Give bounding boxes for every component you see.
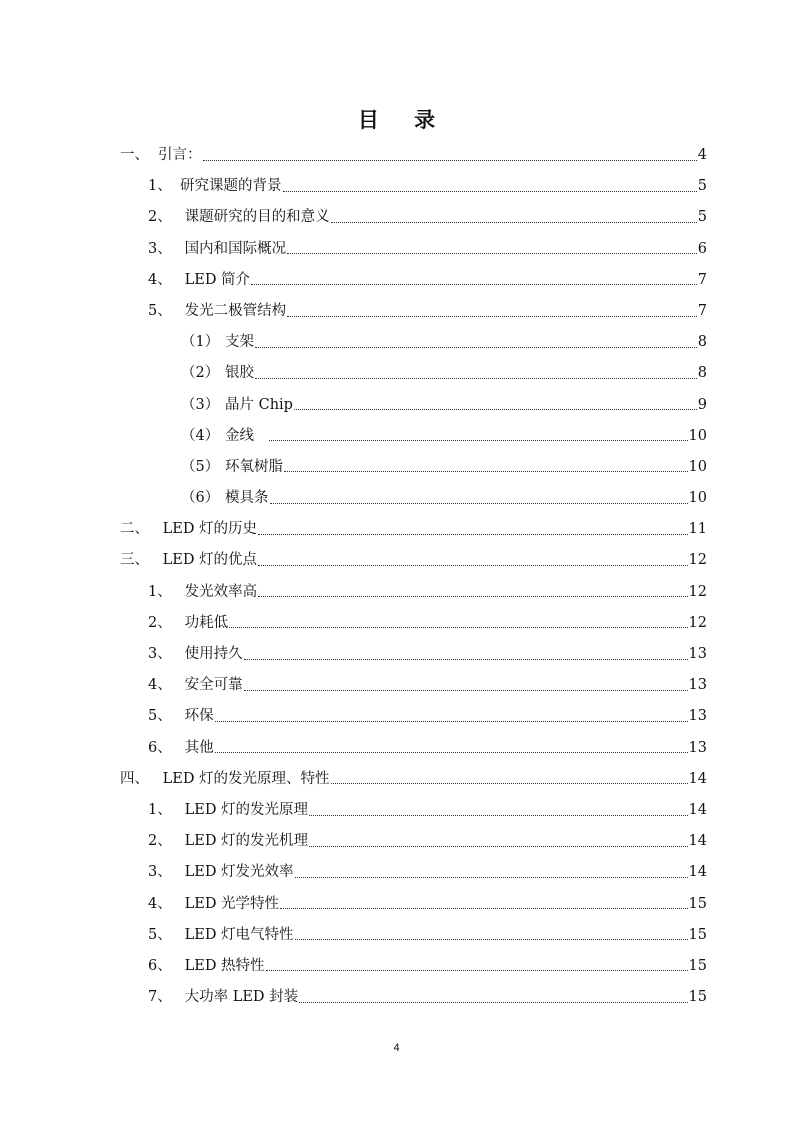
toc-entry[interactable] (0, 202, 793, 233)
toc-entry[interactable] (0, 795, 793, 826)
toc-entry-number: 1、 (148, 583, 172, 600)
toc-entry-title: 使用持久 (180, 646, 243, 662)
dot-leader (258, 533, 687, 535)
toc-entry-page: 13 (688, 708, 707, 725)
toc-entry[interactable] (0, 452, 793, 483)
toc-entry[interactable] (0, 265, 793, 296)
toc-entry-number: 2、 (148, 614, 172, 631)
toc-entry-title: LED 灯的历史 (158, 521, 258, 538)
dot-leader (266, 969, 688, 971)
toc-entry-number: 5、 (148, 302, 172, 319)
toc-entry-number: 2、 (148, 833, 172, 850)
toc-entry-title: 发光效率高 (180, 583, 258, 600)
toc-entry-number: （3） (181, 396, 220, 413)
toc-entry[interactable] (0, 514, 793, 545)
toc-entry[interactable] (0, 171, 793, 202)
toc-entry-number: 1、 (148, 801, 172, 818)
toc-entry-page: 12 (688, 583, 707, 600)
toc-entry[interactable] (0, 857, 793, 888)
toc-entry-page: 12 (688, 552, 707, 569)
toc-entry-page: 5 (697, 209, 707, 226)
toc-entry-number: 三、 (120, 552, 149, 569)
toc-entry-title: 晶片 Chip (225, 396, 293, 413)
toc-entry-title: 支架 (225, 334, 254, 351)
dot-leader (295, 876, 688, 878)
toc-entry-number: 6、 (148, 739, 172, 756)
dot-leader (331, 782, 688, 784)
toc-entry-title: LED 简介 (180, 271, 251, 288)
toc-entry-title: 银胶 (225, 365, 254, 382)
toc-entry-title: 课题研究的目的和意义 (180, 209, 330, 226)
toc-entry[interactable] (0, 670, 793, 701)
toc-entry[interactable] (0, 608, 793, 639)
toc-entry-page: 15 (688, 895, 707, 912)
toc-entry[interactable] (0, 234, 793, 265)
dot-leader (331, 221, 697, 223)
toc-entry-number: （6） (181, 490, 220, 507)
dot-leader (255, 346, 697, 348)
toc-entry-title: 大功率 LED 封装 (180, 989, 299, 1006)
dot-leader (294, 408, 697, 410)
dot-leader (215, 720, 688, 722)
dot-leader (203, 159, 697, 161)
dot-leader (287, 315, 697, 317)
toc-entry-title: 模具条 (225, 490, 269, 507)
page-title: 目 录 (357, 108, 450, 132)
toc-entry[interactable] (0, 701, 793, 732)
toc-entry-title: 研究课题的背景 (180, 178, 282, 195)
dot-leader (244, 689, 688, 691)
toc-entry[interactable] (0, 733, 793, 764)
toc-entry-number: 4、 (148, 895, 172, 912)
toc-entry[interactable] (0, 764, 793, 795)
toc-entry-title: LED 灯的发光原理 (180, 801, 309, 818)
toc-entry[interactable] (0, 390, 793, 421)
toc-entry-number: （5） (181, 458, 220, 475)
toc-entry-number: 3、 (148, 864, 172, 881)
toc-entry-page: 15 (688, 957, 707, 974)
toc-entry-page: 7 (697, 302, 707, 319)
toc-entry-title: 环保 (180, 708, 214, 725)
toc-entry-title: LED 灯的发光机理 (180, 833, 309, 850)
dot-leader (280, 907, 687, 909)
toc-entry[interactable] (0, 577, 793, 608)
toc-entry[interactable] (0, 545, 793, 576)
toc-entry-page: 13 (688, 646, 707, 662)
toc-entry-number: 1、 (148, 178, 172, 195)
dot-leader (295, 938, 688, 940)
dot-leader (309, 814, 687, 816)
toc-entry-number: 5、 (148, 926, 172, 943)
toc-entry-number: 四、 (120, 770, 149, 787)
toc-entry-page: 15 (688, 989, 707, 1006)
toc-entry-page: 13 (688, 739, 707, 756)
dot-leader (255, 377, 697, 379)
toc-entry-page: 9 (697, 396, 707, 413)
toc-entry-number: 2、 (148, 209, 172, 226)
toc-entry[interactable] (0, 982, 793, 1013)
toc-entry-title: 引言： (158, 147, 202, 163)
toc-entry-number: （1） (181, 334, 220, 351)
toc-entry-title: LED 灯的优点 (158, 552, 258, 569)
dot-leader (269, 439, 688, 441)
toc-entry-page: 14 (688, 864, 707, 881)
dot-leader (270, 502, 688, 504)
footer-page-number: 4 (393, 1042, 400, 1054)
toc-entry-page: 10 (688, 490, 707, 507)
toc-entry-title: 环氧树脂 (225, 458, 283, 475)
toc-entry[interactable] (0, 951, 793, 982)
toc-entry-number: 5、 (148, 708, 172, 725)
toc-entry-page: 14 (688, 770, 707, 787)
dot-leader (299, 1001, 687, 1003)
dot-leader (283, 190, 697, 192)
toc-entry[interactable] (0, 920, 793, 951)
toc-entry-page: 11 (688, 521, 707, 538)
toc-entry-number: 7、 (148, 989, 172, 1006)
toc-entry-number: 一、 (120, 147, 149, 163)
toc-entry[interactable] (0, 889, 793, 920)
toc-entry-title: LED 灯电气特性 (180, 926, 294, 943)
toc-entry-page: 10 (688, 427, 707, 444)
toc-entry-page: 8 (697, 334, 707, 351)
toc-entry-page: 10 (688, 458, 707, 475)
toc-entry[interactable] (0, 483, 793, 514)
toc-entry-page: 4 (697, 147, 707, 163)
toc-entry-title: 其他 (180, 739, 214, 756)
dot-leader (251, 283, 697, 285)
toc-entry-number: （2） (181, 365, 220, 382)
toc-entry-number: 6、 (148, 957, 172, 974)
toc-entry[interactable] (0, 639, 793, 670)
toc-entry-page: 7 (697, 271, 707, 288)
toc-entry[interactable] (0, 296, 793, 327)
toc-entry-page: 12 (688, 614, 707, 631)
toc-entry-title: 发光二极管结构 (180, 302, 287, 319)
toc-entry-title: LED 灯发光效率 (180, 864, 294, 881)
toc-entry-number: 4、 (148, 677, 172, 694)
toc-entry-title: 安全可靠 (180, 677, 243, 694)
toc-entry-page: 15 (688, 926, 707, 943)
toc-entry-page: 14 (688, 833, 707, 850)
dot-leader (229, 626, 687, 628)
toc-entry-page: 14 (688, 801, 707, 818)
dot-leader (215, 751, 688, 753)
dot-leader (287, 252, 697, 254)
toc-entry-number: 3、 (148, 646, 172, 662)
toc-entry-number: （4） (181, 427, 220, 444)
toc-entry[interactable] (0, 421, 793, 452)
toc-entry-title: LED 光学特性 (180, 895, 280, 912)
toc-entry-page: 13 (688, 677, 707, 694)
toc-entry-number: 二、 (120, 521, 149, 538)
toc-entry[interactable] (0, 358, 793, 389)
toc-entry-title: 金线 (225, 427, 268, 444)
dot-leader (309, 845, 687, 847)
dot-leader (244, 658, 688, 660)
toc-entry-page: 6 (697, 240, 707, 257)
toc-entry-number: 4、 (148, 271, 172, 288)
table-of-contents (0, 140, 793, 1013)
toc-entry[interactable] (0, 327, 793, 358)
toc-entry-title: 国内和国际概况 (180, 240, 287, 257)
toc-entry[interactable] (0, 140, 793, 171)
toc-entry-number: 3、 (148, 240, 172, 257)
toc-entry-title: LED 灯的发光原理、特性 (158, 770, 330, 787)
toc-entry[interactable] (0, 826, 793, 857)
toc-entry-page: 8 (697, 365, 707, 382)
toc-entry-title: 功耗低 (180, 614, 229, 631)
dot-leader (284, 470, 688, 472)
dot-leader (258, 595, 687, 597)
toc-entry-title: LED 热特性 (180, 957, 265, 974)
dot-leader (258, 564, 687, 566)
toc-entry-page: 5 (697, 178, 707, 195)
